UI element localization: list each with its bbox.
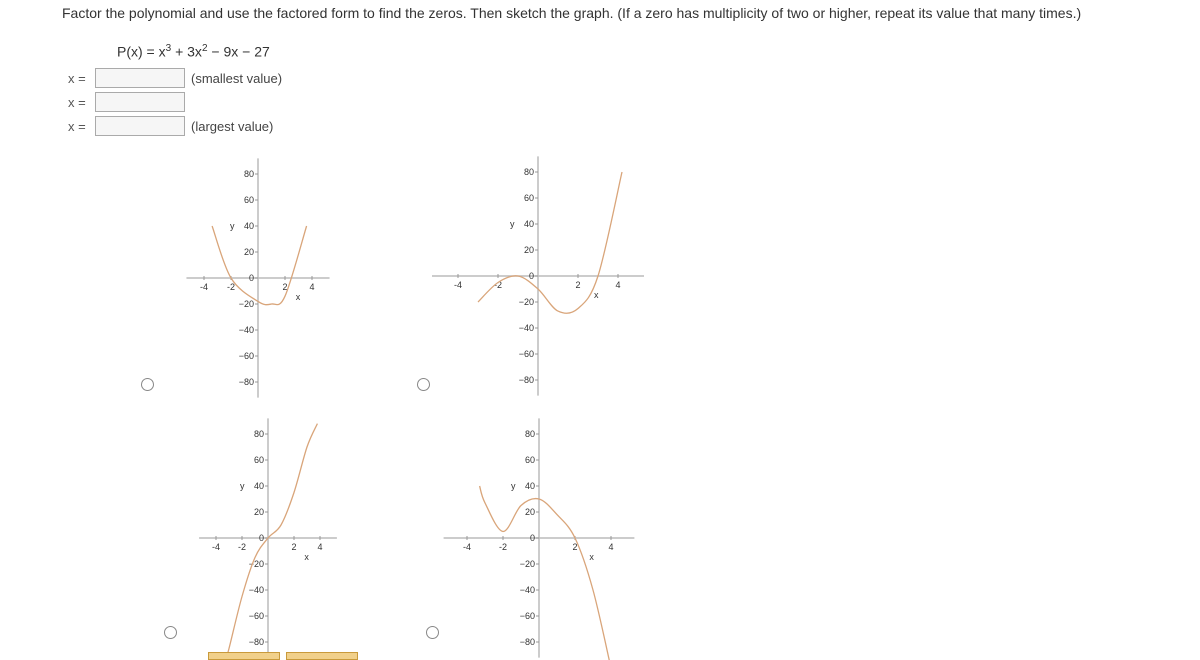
- x-tick-label: -4: [211, 542, 221, 552]
- y-tick-label: −80: [248, 637, 264, 647]
- y-tick-label: 40: [524, 481, 535, 491]
- bottom-button-2[interactable]: [286, 652, 358, 660]
- x-axis-label: x: [295, 292, 301, 302]
- poly-exponent: 2: [201, 43, 208, 54]
- y-tick-label: −20: [519, 559, 535, 569]
- y-tick-label: 80: [524, 429, 535, 439]
- y-tick-label: 80: [523, 167, 534, 177]
- x-tick-label: 4: [615, 280, 621, 290]
- x-tick-label: -4: [462, 542, 472, 552]
- bottom-button-1[interactable]: [208, 652, 280, 660]
- poly-part: − 9x − 27: [207, 43, 270, 60]
- y-tick-label: −60: [519, 611, 535, 621]
- y-tick-label: 20: [243, 247, 254, 257]
- y-tick-label: 40: [253, 481, 264, 491]
- y-tick-label: −80: [519, 637, 535, 647]
- answer-label: x =: [68, 95, 86, 110]
- y-tick-label: −40: [248, 585, 264, 595]
- y-tick-label: −20: [248, 559, 264, 569]
- y-tick-label: −40: [518, 323, 534, 333]
- x-tick-label: -4: [453, 280, 463, 290]
- y-tick-label: −60: [518, 349, 534, 359]
- poly-part: P(x) = x: [117, 43, 166, 60]
- y-tick-label: 20: [523, 245, 534, 255]
- y-axis-label: y: [230, 221, 235, 231]
- y-tick-label: −80: [238, 377, 254, 387]
- x-tick-label: 4: [309, 282, 315, 292]
- y-tick-label: 0: [528, 271, 534, 281]
- x-tick-label: 2: [282, 282, 288, 292]
- x-tick-label: 2: [291, 542, 297, 552]
- y-tick-label: 60: [243, 195, 254, 205]
- x-axis-label: x: [594, 290, 599, 300]
- x-tick-label: 2: [572, 542, 578, 552]
- y-tick-label: 0: [248, 273, 254, 283]
- y-tick-label: 0: [258, 533, 264, 543]
- poly-part: + 3x: [171, 43, 202, 60]
- x-axis-label: x: [304, 552, 309, 562]
- y-tick-label: −60: [238, 351, 254, 361]
- y-tick-label: −40: [519, 585, 535, 595]
- y-tick-label: 60: [524, 455, 535, 465]
- y-tick-label: 40: [243, 221, 254, 231]
- x-tick-label: -2: [226, 282, 236, 292]
- y-axis-label: y: [511, 481, 516, 491]
- x-tick-label: -2: [237, 542, 247, 552]
- y-tick-label: −60: [248, 611, 264, 621]
- y-tick-label: 20: [524, 507, 535, 517]
- answer-label: x =: [68, 119, 86, 134]
- x-tick-label: -2: [498, 542, 508, 552]
- answer-note: (largest value): [191, 119, 274, 134]
- x-tick-label: 4: [317, 542, 323, 552]
- x-tick-label: 4: [608, 542, 614, 552]
- y-tick-label: 60: [523, 193, 534, 203]
- y-tick-label: 40: [523, 219, 534, 229]
- y-axis-label: y: [510, 219, 515, 229]
- answer-note: (smallest value): [191, 71, 283, 86]
- y-tick-label: 80: [253, 429, 264, 439]
- y-tick-label: −40: [238, 325, 254, 335]
- y-tick-label: 80: [243, 169, 254, 179]
- y-tick-label: 20: [253, 507, 264, 517]
- x-tick-label: -4: [199, 282, 209, 292]
- curve: [480, 486, 614, 660]
- x-axis-label: x: [589, 552, 594, 562]
- x-tick-label: -2: [493, 280, 503, 290]
- y-tick-label: 0: [529, 533, 535, 543]
- question-prompt: Factor the polynomial and use the factored form to find the zeros. Then sketch the graph. (If a zero has multiplicity of two or higher, repeat its value that many times.): [62, 5, 1082, 21]
- y-tick-label: −20: [518, 297, 534, 307]
- answer-label: x =: [68, 71, 86, 86]
- y-axis-label: y: [240, 481, 245, 491]
- y-tick-label: 60: [253, 455, 264, 465]
- y-tick-label: −80: [518, 375, 534, 385]
- x-tick-label: 2: [575, 280, 581, 290]
- y-tick-label: −20: [238, 299, 254, 309]
- poly-exponent: 3: [165, 43, 172, 54]
